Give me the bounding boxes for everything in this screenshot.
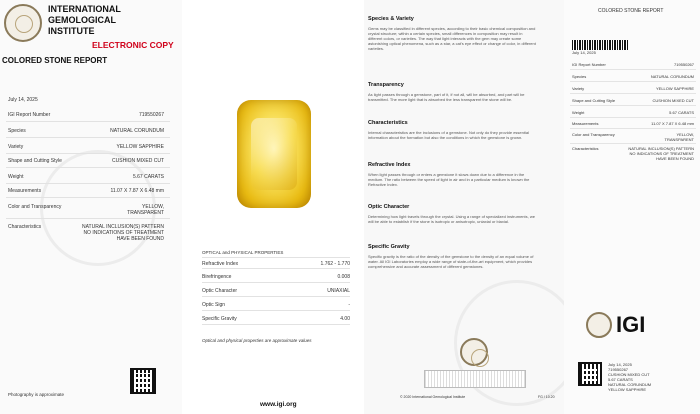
divider bbox=[202, 268, 350, 269]
row-value-specific-gravity: 4.00 bbox=[340, 316, 350, 322]
row-label-optic-character: Optic Character bbox=[202, 288, 238, 294]
igi-seal-logo bbox=[460, 338, 488, 366]
stub-value-weight: 5.67 CARATS bbox=[669, 110, 694, 115]
institute-name-line-2: GEMOLOGICAL bbox=[48, 15, 116, 25]
report-title: COLORED STONE REPORT bbox=[2, 56, 108, 65]
institute-name-line-1: INTERNATIONAL bbox=[48, 4, 121, 14]
heading-refractive-index: Refractive Index bbox=[368, 162, 411, 168]
row-value-optic-sign: - bbox=[348, 302, 350, 308]
text-specific-gravity: Specific gravity is the ratio of the density of the gemstone to the density of an equal volume of water. All IGI Laboratories employ a wide range of state-of-the-art equipment, which provides comprehensive and accurate assessment of different gemstones. bbox=[368, 254, 534, 269]
row-label-optic-sign: Optic Sign bbox=[202, 302, 226, 308]
row-value-species: NATURAL CORUNDUM bbox=[110, 128, 164, 134]
stub-report-title: COLORED STONE REPORT bbox=[598, 8, 664, 14]
igi-seal-logo bbox=[4, 4, 42, 42]
heading-optic-character: Optic Character bbox=[368, 204, 410, 210]
row-value-characteristics: NATURAL INCLUSION(S) PATTERN NO INDICATIONS OF TREATMENT HAVE BEEN FOUND bbox=[81, 224, 164, 242]
stub-summary-date: July 14, 2025 bbox=[608, 362, 632, 367]
row-label-specific-gravity: Specific Gravity bbox=[202, 316, 237, 322]
divider bbox=[570, 69, 696, 70]
divider bbox=[570, 105, 696, 106]
stub-value-report-number: 719550267 bbox=[673, 62, 694, 67]
heading-characteristics: Characteristics bbox=[368, 120, 408, 126]
divider bbox=[202, 257, 350, 258]
stub-label-variety: Variety bbox=[572, 86, 585, 91]
row-label-weight: Weight bbox=[8, 174, 24, 180]
report-stub-page bbox=[564, 0, 700, 414]
divider bbox=[570, 128, 696, 129]
divider bbox=[202, 296, 350, 297]
divider bbox=[6, 197, 170, 198]
divider bbox=[202, 324, 350, 325]
divider bbox=[6, 218, 170, 219]
stub-label-characteristics: Characteristics bbox=[572, 146, 599, 151]
copyright-text: © 2020 International Gemological Institute bbox=[400, 395, 466, 399]
text-species-variety: Gems may be classified in different species, according to their basic chemical composition and crystal structure; within a certain species, small differences in composition may result in different colors, or varieties. The way that light interacts with the gem may create some astonishing optical phenomena, such as a star, a cat's eye effect or change of color, in different varieties. bbox=[368, 26, 536, 51]
institute-name-line-3: INSTITUTE bbox=[48, 26, 95, 36]
stub-summary-species: NATURAL CORUNDUM bbox=[608, 382, 652, 387]
row-label-species: Species bbox=[8, 128, 26, 134]
row-label-shape: Shape and Cutting Style bbox=[8, 158, 62, 164]
stub-value-measurements: 11.07 X 7.87 X 6.48 mm bbox=[651, 121, 694, 126]
row-label-color: Color and Transparency bbox=[8, 204, 62, 210]
approximate-values-note: Optical and physical properties are approximate values bbox=[202, 338, 312, 343]
stub-date: July 14, 2025 bbox=[572, 50, 596, 55]
stub-value-characteristics: NATURAL INCLUSION(S) PATTERN NO INDICATIONS OF TREATMENT HAVE BEEN FOUND bbox=[628, 146, 694, 161]
gem-photo-page bbox=[182, 0, 364, 414]
divider bbox=[6, 153, 170, 154]
heading-specific-gravity: Specific Gravity bbox=[368, 244, 410, 250]
text-characteristics: Internal characteristics are the inclusions of a gemstone. Not only do they provide essential information about the formation but also the conditions in which the gemstone is grown. bbox=[368, 130, 529, 140]
igi-seal-logo bbox=[586, 312, 612, 338]
stub-value-shape: CUSHION MIXED CUT bbox=[652, 98, 694, 103]
row-value-variety: YELLOW SAPPHIRE bbox=[116, 144, 164, 150]
row-value-report-number: 719550267 bbox=[138, 112, 164, 118]
stub-summary-number: 719550267 bbox=[608, 367, 629, 372]
text-transparency: As light passes through a gemstone, part of it, if not all, will be absorbed, and part will be transmitted. The more light that is absorbed the less transparent the stone will be. bbox=[368, 92, 525, 102]
row-label-refractive-index: Refractive Index bbox=[202, 261, 239, 267]
heading-transparency: Transparency bbox=[368, 82, 404, 88]
text-refractive-index: When light passes through or enters a gemstone it slows down due to a difference in the medium. The ratio between the speed of light in air and in a particular medium is known the Refractive Index. bbox=[368, 172, 530, 187]
stub-label-weight: Weight bbox=[572, 110, 585, 115]
row-label-variety: Variety bbox=[8, 144, 24, 150]
photo-note: Photography is approximate bbox=[8, 392, 65, 397]
divider bbox=[6, 183, 170, 184]
stub-qr-code[interactable] bbox=[578, 362, 602, 386]
igi-brand-logo: IGI bbox=[616, 312, 646, 337]
row-value-color: YELLOW, TRANSPARENT bbox=[127, 204, 164, 216]
divider bbox=[570, 93, 696, 94]
stub-label-report-number: IGI Report Number bbox=[572, 62, 606, 67]
row-label-characteristics: Characteristics bbox=[8, 224, 42, 230]
row-label-birefringence: Birefringence bbox=[202, 274, 232, 280]
row-value-birefringence: 0.008 bbox=[337, 274, 350, 280]
igi-website-link[interactable]: www.igi.org bbox=[260, 401, 297, 408]
stub-value-variety: YELLOW SAPPHIRE bbox=[655, 86, 694, 91]
stub-summary-shape: CUSHION MIXED CUT bbox=[608, 372, 650, 377]
divider bbox=[570, 143, 696, 144]
divider bbox=[6, 137, 170, 138]
stub-summary-variety: YELLOW SAPPHIRE bbox=[608, 387, 647, 392]
optical-properties-title: OPTICAL and PHYSICAL PROPERTIES bbox=[202, 250, 284, 255]
row-value-optic-character: UNIAXIAL bbox=[327, 288, 350, 294]
row-value-shape: CUSHION MIXED CUT bbox=[112, 158, 164, 164]
divider bbox=[6, 121, 170, 122]
report-date: July 14, 2025 bbox=[8, 97, 38, 103]
row-value-weight: 5.67 CARATS bbox=[132, 174, 164, 180]
stub-value-color: YELLOW, TRANSPARENT bbox=[664, 132, 694, 142]
gemstone-photo bbox=[237, 100, 311, 208]
divider bbox=[6, 167, 170, 168]
form-code: FG / 10.20 bbox=[538, 395, 555, 399]
row-label-measurements: Measurements bbox=[8, 188, 42, 194]
stub-summary-weight: 5.67 CARATS bbox=[608, 377, 633, 382]
security-hologram bbox=[424, 370, 526, 388]
divider bbox=[202, 310, 350, 311]
qr-code[interactable] bbox=[130, 368, 156, 394]
stub-label-shape: Shape and Cutting Style bbox=[572, 98, 616, 103]
divider bbox=[570, 117, 696, 118]
reference-info-page bbox=[364, 0, 564, 414]
divider bbox=[570, 81, 696, 82]
stub-label-color: Color and Transparency bbox=[572, 132, 615, 137]
row-value-refractive-index: 1.762 - 1.770 bbox=[320, 261, 350, 267]
text-optic-character: Determining how light travels through the crystal. Using a range of specialized instruments, we will be able to establish if the stone is isotropic or anisotropic, uniaxial or biaxial. bbox=[368, 214, 535, 224]
stub-value-species: NATURAL CORUNDUM bbox=[650, 74, 694, 79]
report-front-page bbox=[0, 0, 182, 414]
barcode bbox=[572, 40, 628, 50]
stub-label-species: Species bbox=[572, 74, 587, 79]
row-label-report-number: IGI Report Number bbox=[8, 112, 51, 118]
electronic-copy-label: ELECTRONIC COPY bbox=[92, 40, 174, 50]
divider bbox=[202, 282, 350, 283]
row-value-measurements: 11.07 X 7.87 X 6.48 mm bbox=[110, 188, 164, 194]
heading-species-variety: Species & Variety bbox=[368, 16, 414, 22]
stub-label-measurements: Measurements bbox=[572, 121, 599, 126]
